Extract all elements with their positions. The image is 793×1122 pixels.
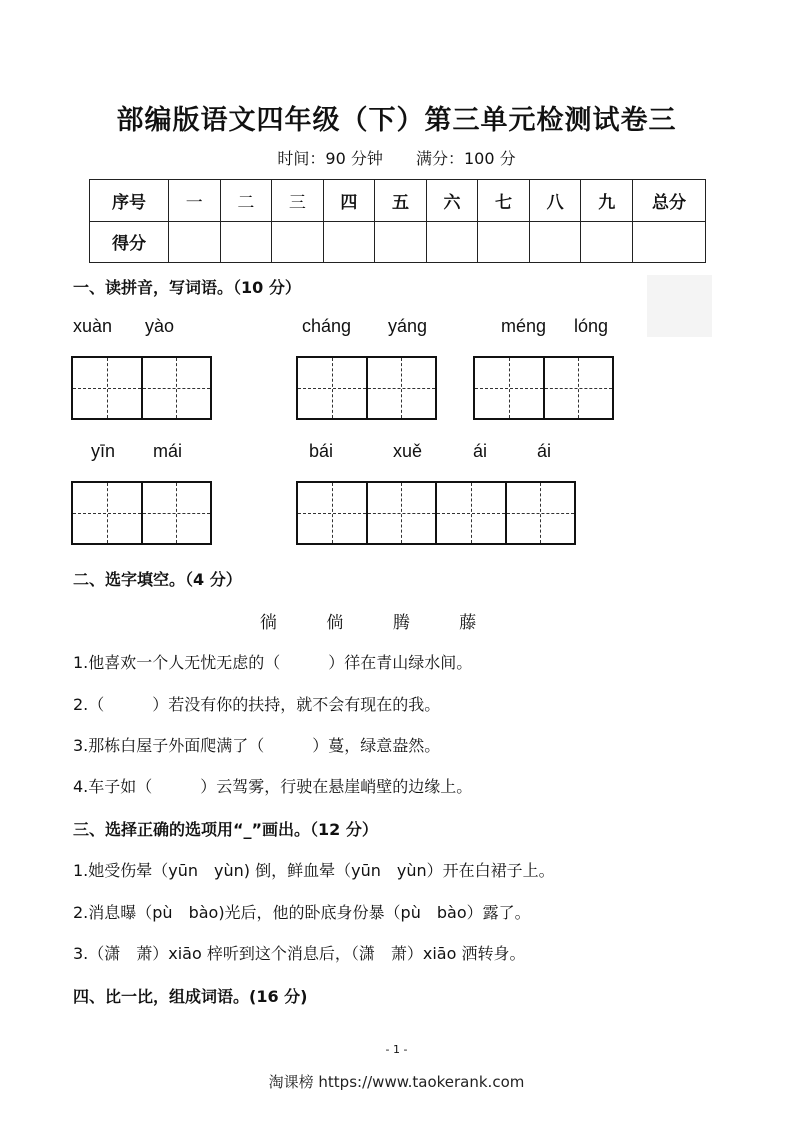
writing-grid-xuanyao[interactable] — [71, 356, 212, 420]
shaded-area — [647, 275, 712, 337]
tian-cell[interactable] — [545, 358, 613, 418]
header-cell: 二 — [220, 180, 272, 222]
question-line: 1.他喜欢一个人无忧无虑的（ ）徉在青山绿水间。 — [73, 653, 473, 672]
question-line: 2.（ ）若没有你的扶持，就不会有现在的我。 — [73, 695, 441, 714]
choice-char: 腾 — [392, 613, 410, 633]
tian-cell[interactable] — [143, 358, 211, 418]
question-line: 1.她受伤晕（yūn yùn) 倒，鲜血晕（yūn yùn）开在白裙子上。 — [73, 861, 555, 880]
tian-cell[interactable] — [298, 358, 368, 418]
score-cell[interactable] — [426, 221, 478, 263]
header-cell: 一 — [169, 180, 221, 222]
header-cell: 九 — [581, 180, 633, 222]
page-title: 部编版语文四年级（下）第三单元检测试卷三 — [116, 105, 677, 136]
pinyin-ai: ái — [473, 441, 488, 461]
writing-grid-changyang[interactable] — [296, 356, 437, 420]
header-cell: 四 — [323, 180, 375, 222]
full-score: 满分：100 分 — [415, 149, 516, 168]
score-cell[interactable] — [272, 221, 324, 263]
score-cell[interactable] — [478, 221, 530, 263]
score-cell[interactable] — [375, 221, 427, 263]
choice-char: 藤 — [459, 613, 477, 633]
score-cell[interactable] — [581, 221, 633, 263]
tian-cell[interactable] — [368, 483, 438, 543]
writing-grid-yinmai[interactable] — [71, 481, 212, 545]
tian-cell[interactable] — [143, 483, 211, 543]
question-line: 3.（潇 萧）xiāo 梓听到这个消息后，（潇 萧）xiāo 洒转身。 — [73, 944, 526, 963]
time-limit: 时间：90 分钟 — [277, 149, 383, 168]
header-cell: 五 — [375, 180, 427, 222]
row-label: 得分 — [90, 221, 169, 263]
pinyin-yang: yáng — [388, 316, 428, 336]
exam-meta — [0, 146, 793, 169]
page-number: - 1 - — [385, 1043, 408, 1056]
score-cell[interactable] — [169, 221, 221, 263]
pinyin-chang: cháng — [302, 316, 352, 336]
tian-cell[interactable] — [368, 358, 436, 418]
tian-cell[interactable] — [507, 483, 575, 543]
section-3-heading: 三、选择正确的选项用“_”画出。（12 分） — [73, 820, 378, 839]
tian-cell[interactable] — [475, 358, 545, 418]
score-cell[interactable] — [220, 221, 272, 263]
header-cell: 三 — [272, 180, 324, 222]
pinyin-xue: xuě — [393, 441, 423, 461]
choice-char: 徜 — [260, 613, 277, 633]
score-table-score-row — [90, 221, 706, 263]
tian-cell[interactable] — [437, 483, 507, 543]
question-line: 4.车子如（ ）云驾雾，行驶在悬崖峭壁的边缘上。 — [73, 777, 473, 796]
score-cell[interactable] — [529, 221, 581, 263]
footer-brand: 淘课榜 https://www.taokerank.com — [268, 1073, 525, 1091]
header-cell: 七 — [478, 180, 530, 222]
section-4-heading: 四、比一比，组成词语。(16 分) — [73, 987, 308, 1006]
header-cell: 六 — [426, 180, 478, 222]
choice-characters — [260, 608, 520, 633]
score-table-header-row — [90, 180, 706, 222]
pinyin-bai: bái — [309, 441, 334, 461]
pinyin-ai: ái — [537, 441, 552, 461]
score-table — [89, 179, 706, 263]
section-1-heading: 一、读拼音，写词语。（10 分） — [73, 278, 301, 297]
tian-cell[interactable] — [298, 483, 368, 543]
choice-char: 倘 — [326, 613, 344, 633]
question-line: 3.那栋白屋子外面爬满了（ ）蔓，绿意盎然。 — [73, 736, 441, 755]
pinyin-yin: yīn — [91, 441, 116, 461]
score-cell[interactable] — [323, 221, 375, 263]
writing-grid-menglong[interactable] — [473, 356, 614, 420]
section-2-heading: 二、选字填空。（4 分） — [73, 570, 242, 589]
pinyin-xuan: xuàn — [73, 316, 113, 336]
header-cell: 八 — [529, 180, 581, 222]
pinyin-mai: mái — [153, 441, 183, 461]
header-cell: 总分 — [633, 180, 706, 222]
question-line: 2.消息曝（pù bào)光后，他的卧底身份暴（pù bào）露了。 — [73, 903, 531, 922]
tian-cell[interactable] — [73, 358, 143, 418]
writing-grid-baixue-aiai[interactable] — [296, 481, 576, 545]
score-cell[interactable] — [633, 221, 706, 263]
pinyin-long: lóng — [574, 316, 609, 336]
pinyin-meng: méng — [501, 316, 547, 336]
header-cell: 序号 — [90, 180, 169, 222]
pinyin-yao: yào — [145, 316, 175, 336]
tian-cell[interactable] — [73, 483, 143, 543]
